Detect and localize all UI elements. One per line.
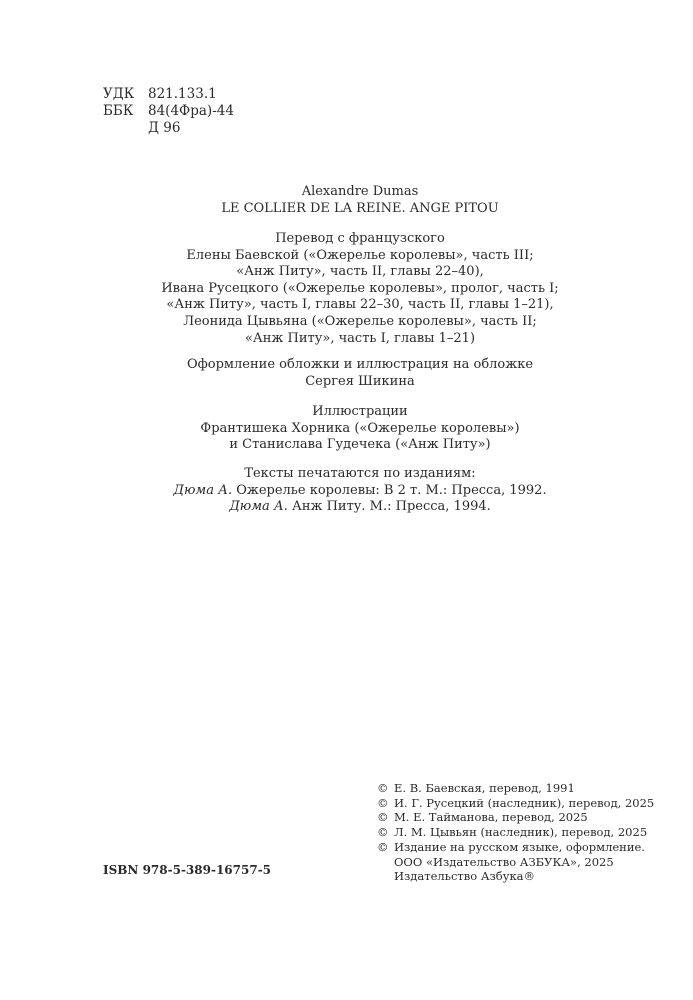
cover-credits xyxy=(0,357,693,390)
credit-line: Иллюстрации xyxy=(312,404,408,419)
credit-line: «Анж Питу», часть I, главы 22–30, часть II, главы 1–21), xyxy=(166,297,554,313)
credit-line: Франтишека Хорника («Ожерелье королевы») xyxy=(200,420,520,436)
sources-heading: Тексты печатаются по изданиям: xyxy=(244,466,476,481)
credit-line: Перевод с французского xyxy=(275,231,445,246)
credit-line: Ивана Русецкого («Ожерелье королевы», пролог, часть I; xyxy=(161,280,559,296)
credit-line: и Станислава Гудечека («Анж Питу») xyxy=(229,437,491,453)
original-title: LE COLLIER DE LA REINE. ANGE PITOU xyxy=(221,200,499,216)
credit-line: Сергея Шикина xyxy=(305,373,415,389)
copyright-line: © Е. В. Баевская, перевод, 1991 xyxy=(377,781,575,795)
copyright-line: © Издание на русском языке, оформление. xyxy=(377,839,645,854)
credit-line: Леонида Цывьяна («Ожерелье королевы», часть II; xyxy=(183,313,537,329)
copyright-line: © М. Е. Тайманова, перевод, 2025 xyxy=(377,810,588,825)
source-editions xyxy=(0,466,693,516)
author-mark: Д 96 xyxy=(148,120,181,136)
copyright-continuation: Издательство Азбука® xyxy=(394,869,536,884)
credit-line: Оформление обложки и иллюстрация на обложке xyxy=(186,357,534,372)
translation-credits xyxy=(0,231,693,347)
copyright-line: © И. Г. Русецкий (наследник), перевод, 2025 xyxy=(377,795,655,810)
bbk-code: ББК 84(4Фра)-44 xyxy=(103,103,234,119)
isbn: ISBN 978-5-389-16757-5 xyxy=(103,863,272,877)
copyright-block xyxy=(377,781,654,884)
credit-line: «Анж Питу», часть I, главы 1–21) xyxy=(244,330,476,346)
source-item: Дюма А. Ожерелье королевы: В 2 т. М.: Пресса, 1992. xyxy=(173,482,547,498)
udk-code: УДК 821.133.1 xyxy=(103,86,217,102)
original-author: Alexandre Dumas xyxy=(301,184,419,199)
illustration-credits xyxy=(0,404,693,454)
credit-line: Елены Баевской («Ожерелье королевы», часть III; xyxy=(186,247,534,263)
copyright-continuation: ООО «Издательство АЗБУКА», 2025 xyxy=(394,854,614,869)
classification-codes xyxy=(103,86,234,137)
copyright-line: © Л. М. Цывьян (наследник), перевод, 2025 xyxy=(377,825,648,840)
original-title-block xyxy=(0,184,693,217)
source-item: Дюма А. Анж Питу. М.: Пресса, 1994. xyxy=(229,499,491,515)
credit-line: «Анж Питу», часть II, главы 22–40), xyxy=(236,264,484,280)
